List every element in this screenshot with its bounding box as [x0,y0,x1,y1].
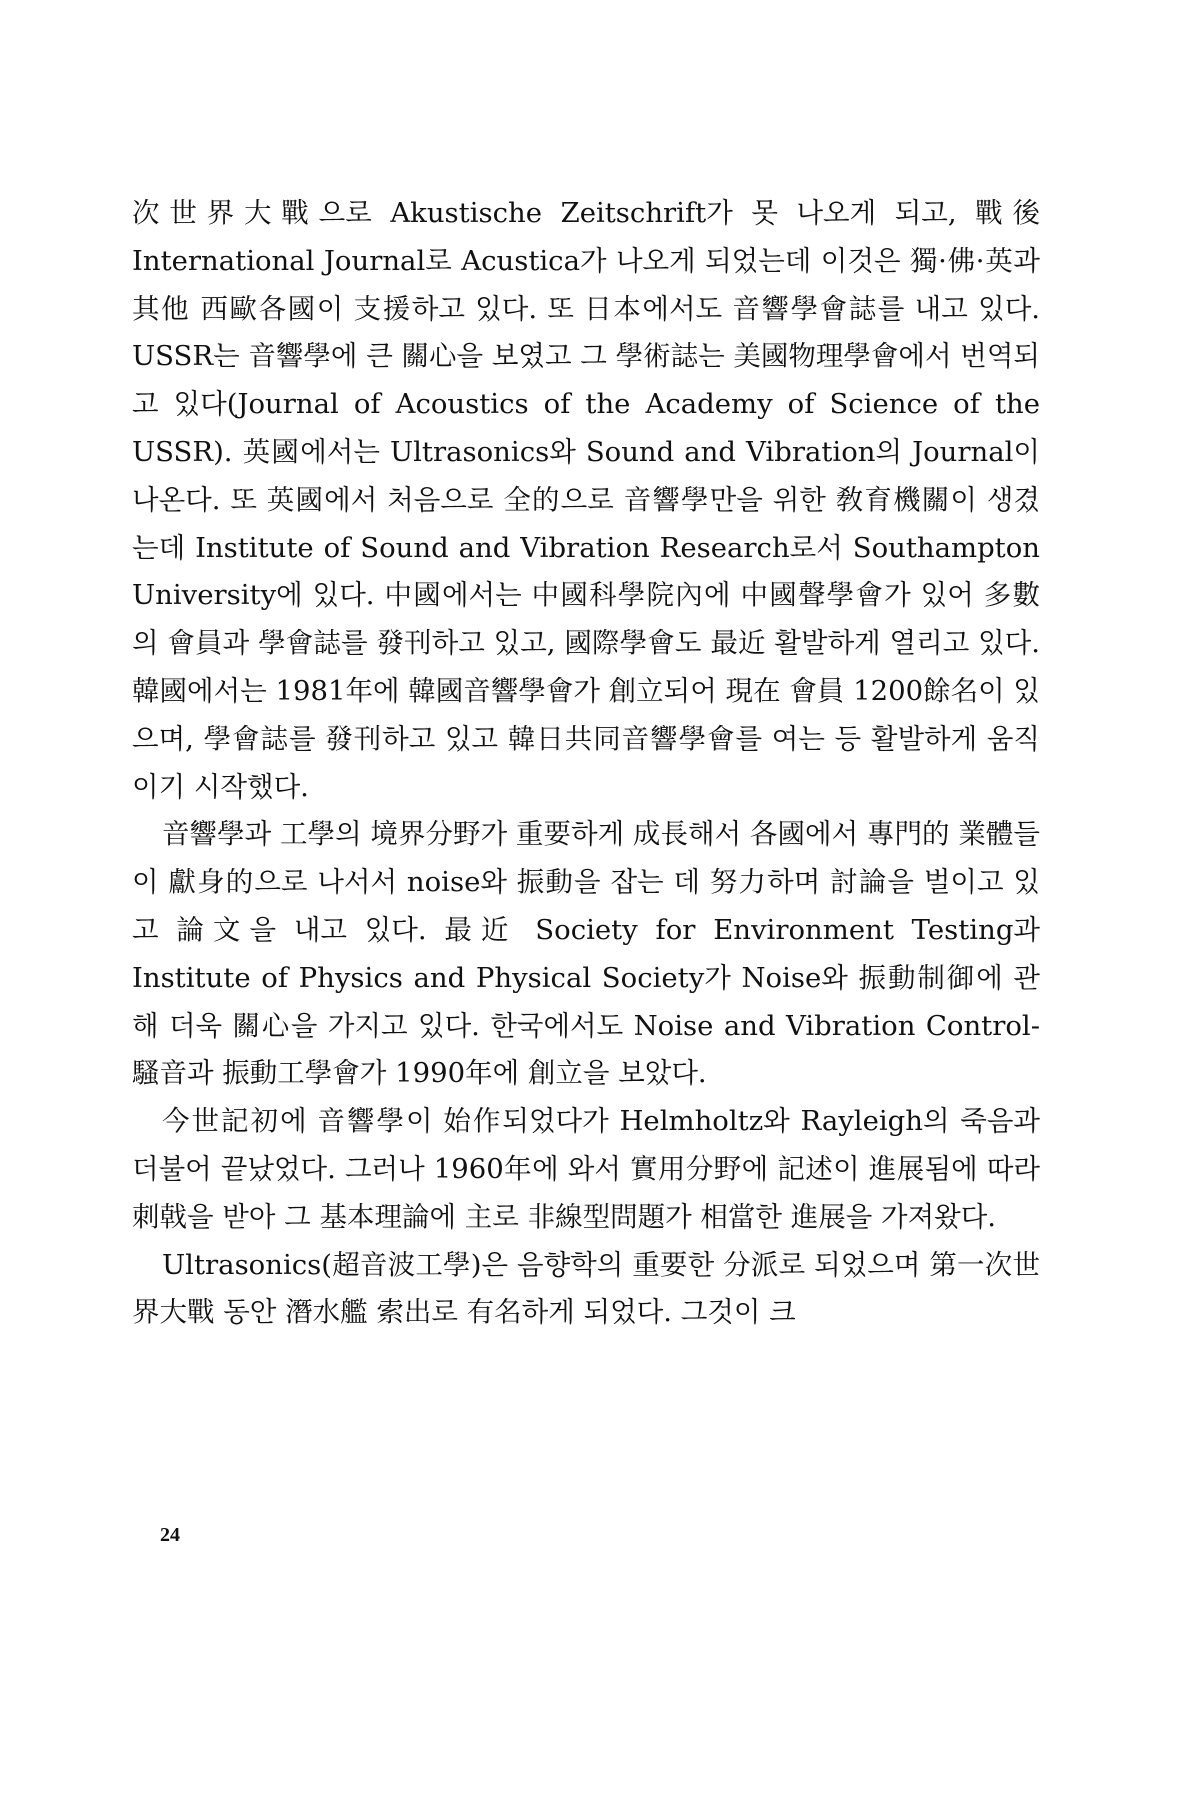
body-text [132,190,1040,1337]
paragraph: 音響學과 工學의 境界分野가 重要하게 成長해서 各國에서 專門的 業體들이 獻身的으로 나서서 noise와 振動을 잡는 데 努力하며 討論을 벌이고 있고 論文을 내고 있다. 最近 Society for Environment Testing과 Institute of Physics and Physical Society가 Noise와 振動制御에 관해 더욱 關心을 가지고 있다. 한국에서도 Noise and Vibration Control-騷音과 振動工學會가 1990年에 創立을 보았다. [132,818,1040,1090]
page-number: 24 [160,1524,180,1546]
paragraph: 次世界大戰으로 Akustische Zeitschrift가 못 나오게 되고, 戰後 International Journal로 Acustica가 나오게 되었는데 이것은 獨·佛·英과 其他 西歐各國이 支援하고 있다. 또 日本에서도 音響學會誌를 내고 있다. USSR는 音響學에 큰 關心을 보였고 그 學術誌는 美國物理學會에서 번역되고 있다(Journal of Acoustics of the Academy of Science of the USSR). 英國에서는 Ultrasonics와 Sound and Vibration의 Journal이 나온다. 또 英國에서 처음으로 全的으로 音響學만을 위한 敎育機關이 생겼는데 Institute of Sound and Vibration Research로서 Southampton University에 있다. 中國에서는 中國科學院內에 中國聲學會가 있어 多數의 會員과 學會誌를 發刊하고 있고, 國際學會도 最近 활발하게 열리고 있다. 韓國에서는 1981年에 韓國音響學會가 創立되어 現在 會員 1200餘名이 있으며, 學會誌를 發刊하고 있고 韓日共同音響學會를 여는 등 활발하게 움직이기 시작했다. [132,197,1040,803]
paragraph: 今世記初에 音響學이 始作되었다가 Helmholtz와 Rayleigh의 죽음과 더불어 끝났었다. 그러나 1960年에 와서 實用分野에 記述이 進展됨에 따라 刺戟을 받아 그 基本理論에 主로 非線型問題가 相當한 進展을 가져왔다. [132,1105,1040,1233]
paragraph: Ultrasonics(超音波工學)은 음향학의 重要한 分派로 되었으며 第一次世界大戰 동안 潛水艦 索出로 有名하게 되었다. 그것이 크 [132,1248,1040,1329]
